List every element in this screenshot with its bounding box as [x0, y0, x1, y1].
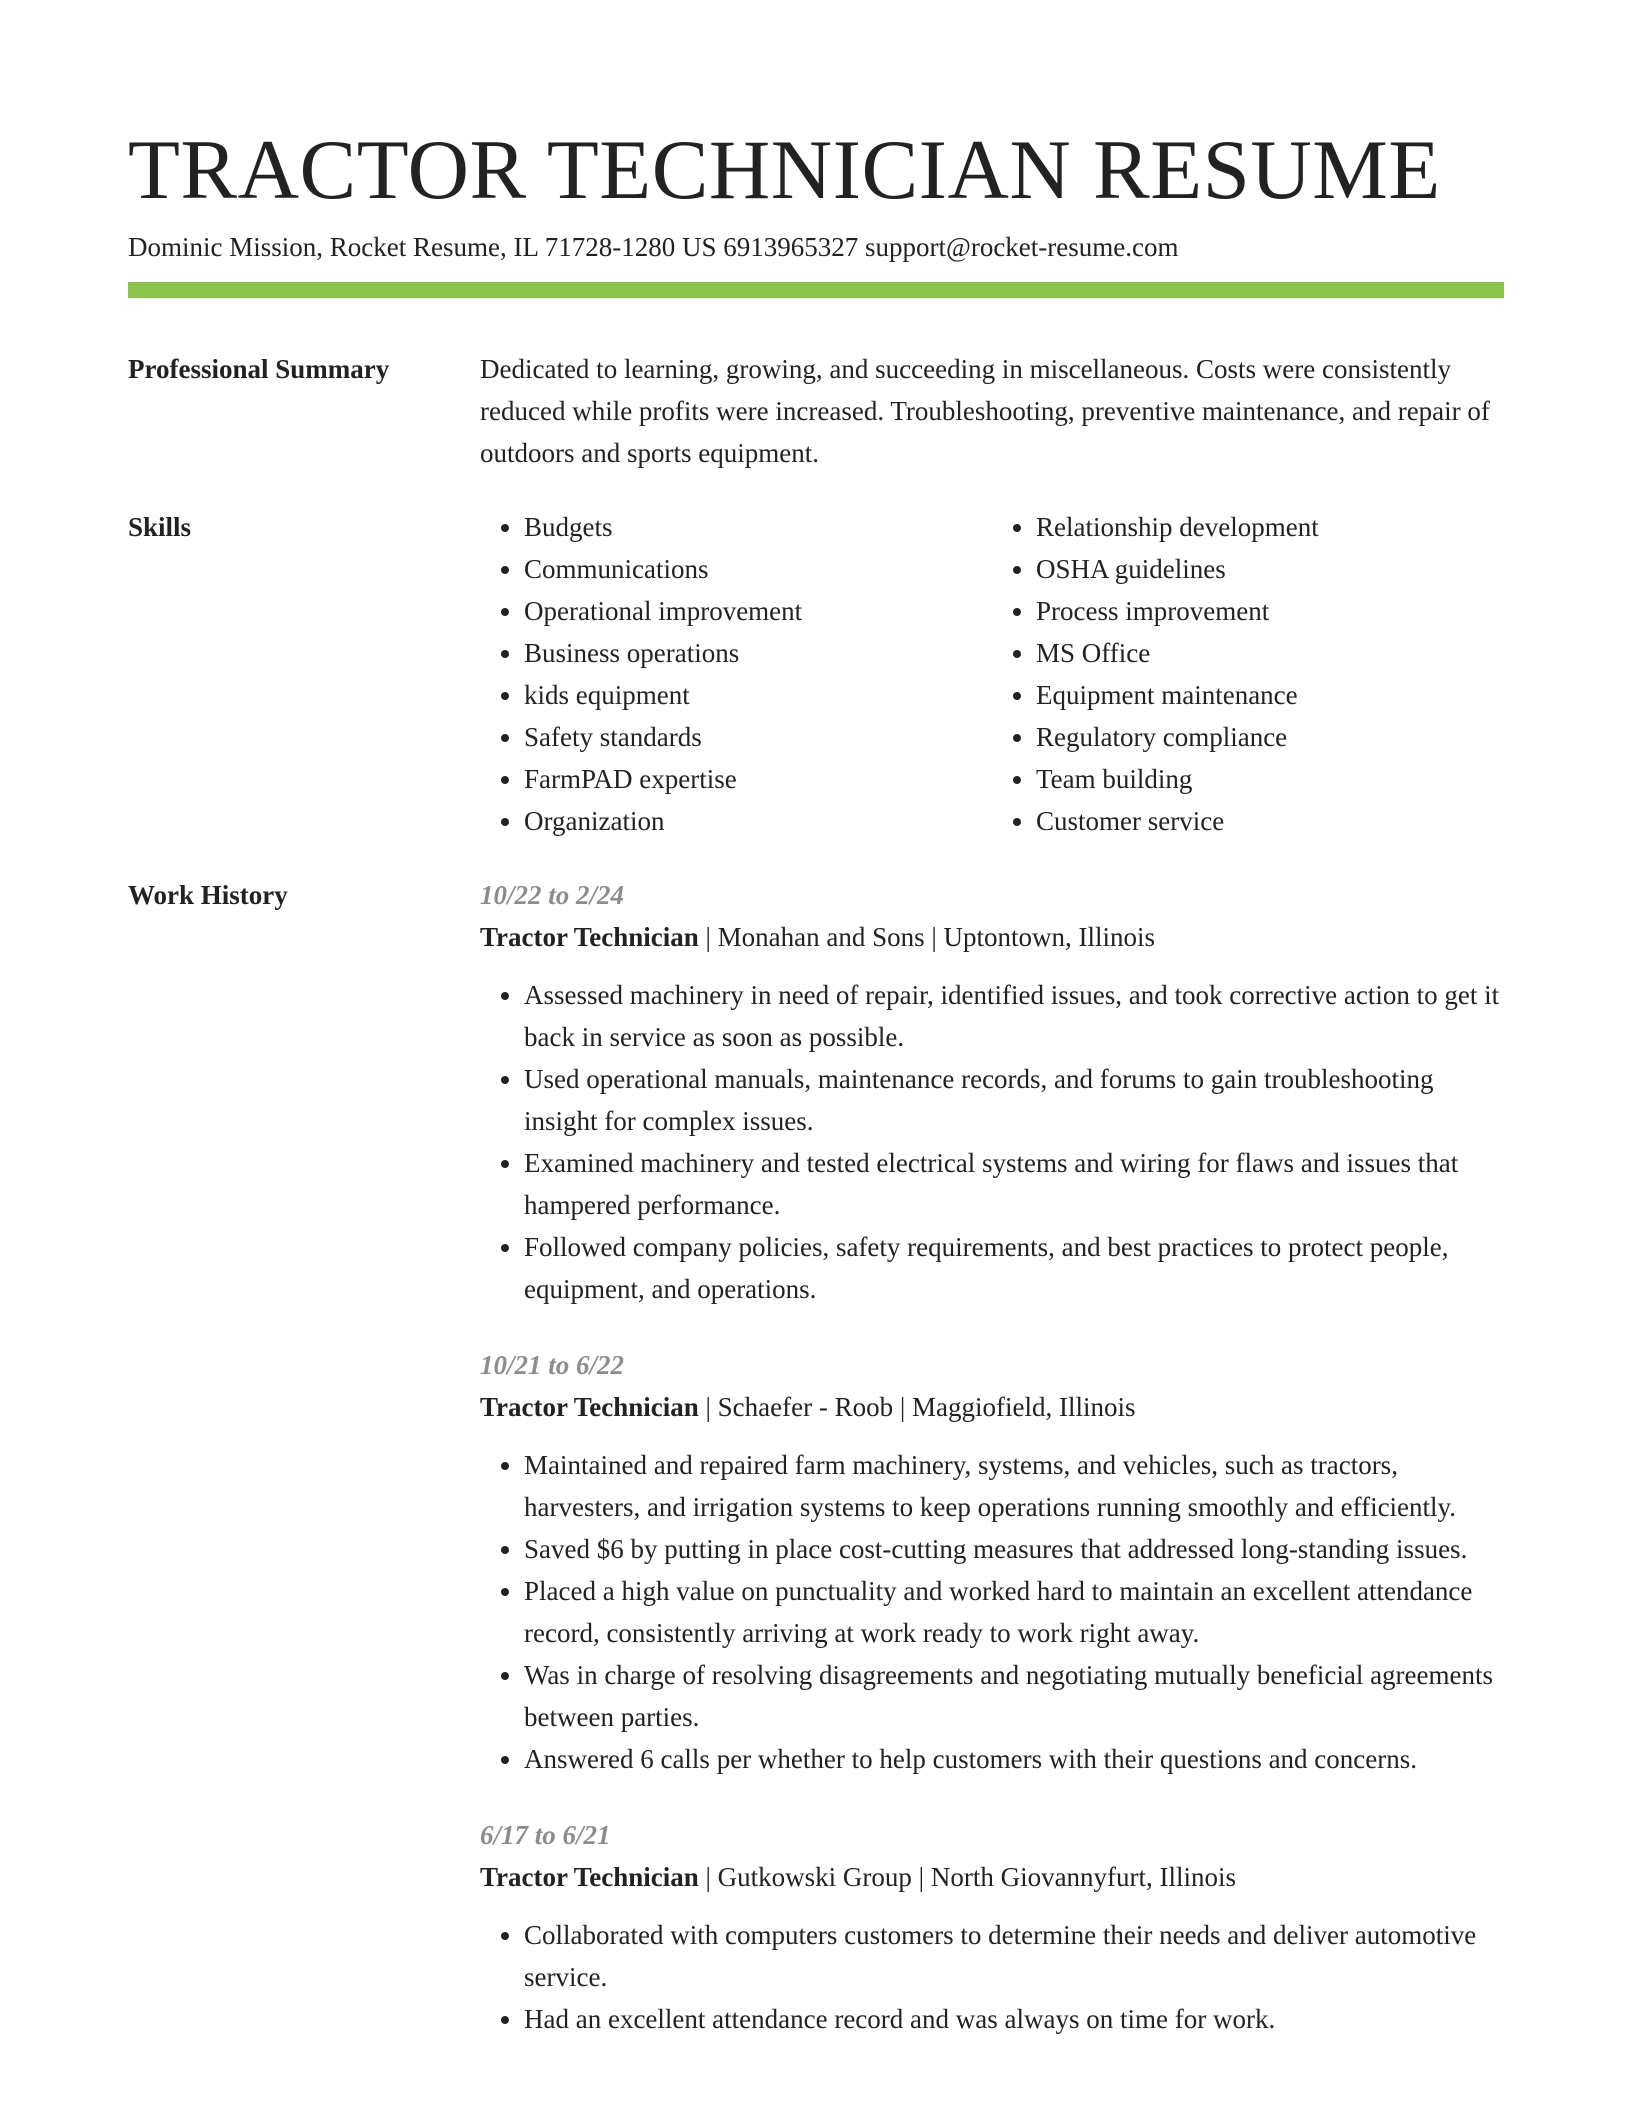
job-entry [480, 1814, 1504, 2040]
work-history-body [480, 874, 1504, 2074]
job-dates: 10/21 to 6/22 [480, 1350, 625, 1380]
job-dates: 10/22 to 2/24 [480, 880, 625, 910]
job-heading [480, 1856, 1504, 1898]
job-title: Tractor Technician [480, 1862, 699, 1892]
job-employer-location: | Monahan and Sons | Uptontown, Illinois [698, 922, 1156, 952]
skill-item: • Regulatory compliance [1036, 716, 1504, 758]
job-bullet: • Followed company policies, safety requirements, and best practices to protect people, equipment, and operations. [524, 1226, 1504, 1310]
job-bullet: • Examined machinery and tested electrical systems and wiring for flaws and issues that hampered performance. [524, 1142, 1504, 1226]
skill-item: • Organization [524, 800, 992, 842]
summary-text: Dedicated to learning, growing, and succeeding in miscellaneous. Costs were consistently reduced while profits were increased. Troubleshooting, preventive maintenance, and repair of outdoors and sports equipment. [480, 354, 1490, 468]
resume-title: TRACTOR TECHNICIAN RESUME [128, 123, 1441, 217]
skill-item: • Process improvement [1036, 590, 1504, 632]
summary-section [128, 348, 1504, 474]
job-entry [480, 1344, 1504, 1780]
skill-item: • FarmPAD expertise [524, 758, 992, 800]
job-heading [480, 1386, 1504, 1428]
job-bullets [480, 1914, 1504, 2040]
job-heading [480, 916, 1504, 958]
job-bullet: • Was in charge of resolving disagreements and negotiating mutually beneficial agreements between parties. [524, 1654, 1504, 1738]
job-bullets [480, 1444, 1504, 1780]
work-history-section [128, 874, 1504, 2074]
skill-item: • OSHA guidelines [1036, 548, 1504, 590]
work-history-heading: Work History [128, 880, 288, 910]
skills-columns [480, 506, 1504, 842]
resume-page [128, 0, 1504, 2074]
job-bullet: • Used operational manuals, maintenance records, and forums to gain troubleshooting insight for complex issues. [524, 1058, 1504, 1142]
skills-list-right [992, 506, 1504, 842]
job-bullets [480, 974, 1504, 1310]
job-bullet: • Saved $6 by putting in place cost-cutting measures that addressed long-standing issues. [524, 1528, 1504, 1570]
job-bullet: • Placed a high value on punctuality and worked hard to maintain an excellent attendance record, consistently arriving at work ready to work right away. [524, 1570, 1504, 1654]
skill-item: • Business operations [524, 632, 992, 674]
skill-item: • Team building [1036, 758, 1504, 800]
skill-item: • kids equipment [524, 674, 992, 716]
skills-section [128, 506, 1504, 842]
job-title: Tractor Technician [480, 1392, 699, 1422]
job-title: Tractor Technician [480, 922, 699, 952]
skill-item: • Safety standards [524, 716, 992, 758]
job-entry [480, 874, 1504, 1310]
skills-heading: Skills [128, 512, 192, 542]
job-bullet: • Had an excellent attendance record and was always on time for work. [524, 1998, 1504, 2040]
summary-heading: Professional Summary [128, 354, 390, 384]
skill-item: • MS Office [1036, 632, 1504, 674]
skill-item: • Equipment maintenance [1036, 674, 1504, 716]
job-employer-location: | Gutkowski Group | North Giovannyfurt, Illinois [698, 1862, 1237, 1892]
header-divider [128, 282, 1504, 298]
job-bullet: • Assessed machinery in need of repair, identified issues, and took corrective action to get it back in service as soon as possible. [524, 974, 1504, 1058]
job-bullet: • Answered 6 calls per whether to help customers with their questions and concerns. [524, 1738, 1504, 1780]
job-employer-location: | Schaefer - Roob | Maggiofield, Illinois [698, 1392, 1136, 1422]
skill-item: • Budgets [524, 506, 992, 548]
skill-item: • Operational improvement [524, 590, 992, 632]
skill-item: • Communications [524, 548, 992, 590]
skills-list-left [480, 506, 992, 842]
contact-line: Dominic Mission, Rocket Resume, IL 71728-1280 US 6913965327 support@rocket-resume.com [128, 232, 1179, 262]
job-bullet: • Collaborated with computers customers to determine their needs and deliver automotive service. [524, 1914, 1504, 1998]
job-dates: 6/17 to 6/21 [480, 1820, 611, 1850]
job-bullet: • Maintained and repaired farm machinery, systems, and vehicles, such as tractors, harvesters, and irrigation systems to keep operations running smoothly and efficiently. [524, 1444, 1504, 1528]
skill-item: • Relationship development [1036, 506, 1504, 548]
skill-item: • Customer service [1036, 800, 1504, 842]
